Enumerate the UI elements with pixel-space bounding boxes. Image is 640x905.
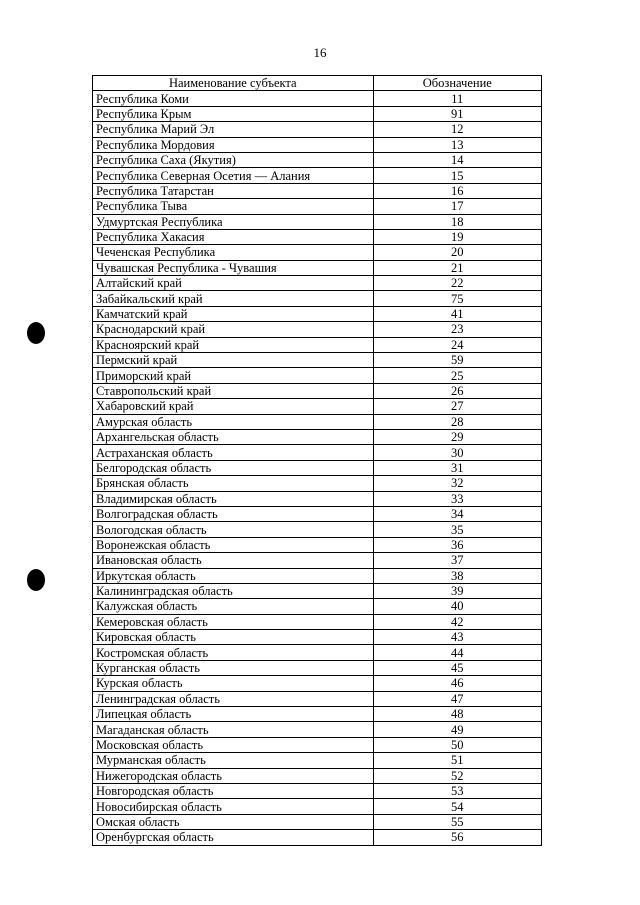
subject-name-cell: Московская область xyxy=(93,737,374,752)
subject-name-cell: Республика Крым xyxy=(93,106,374,121)
table-row xyxy=(93,676,542,691)
subject-code-cell: 23 xyxy=(373,322,541,337)
subject-code-cell: 26 xyxy=(373,383,541,398)
subject-name-cell: Новосибирская область xyxy=(93,799,374,814)
table-row xyxy=(93,460,542,475)
subject-name-cell: Республика Саха (Якутия) xyxy=(93,152,374,167)
table-row xyxy=(93,429,542,444)
subject-code-cell: 27 xyxy=(373,399,541,414)
subject-name-cell: Омская область xyxy=(93,814,374,829)
subject-code-cell: 50 xyxy=(373,737,541,752)
subject-name-cell: Липецкая область xyxy=(93,707,374,722)
subject-code-cell: 43 xyxy=(373,630,541,645)
subject-code-cell: 44 xyxy=(373,645,541,660)
table-body xyxy=(93,91,542,845)
table-row xyxy=(93,645,542,660)
subject-name-cell: Белгородская область xyxy=(93,460,374,475)
punch-hole-mark xyxy=(27,322,45,344)
subject-name-cell: Республика Северная Осетия — Алания xyxy=(93,168,374,183)
subject-code-cell: 11 xyxy=(373,91,541,106)
table-row xyxy=(93,306,542,321)
subject-name-cell: Забайкальский край xyxy=(93,291,374,306)
subject-code-cell: 38 xyxy=(373,568,541,583)
subject-code-cell: 91 xyxy=(373,106,541,121)
subject-code-cell: 40 xyxy=(373,599,541,614)
subject-name-cell: Пермский край xyxy=(93,353,374,368)
subject-name-cell: Республика Мордовия xyxy=(93,137,374,152)
subject-code-cell: 32 xyxy=(373,476,541,491)
subject-code-cell: 39 xyxy=(373,583,541,598)
subject-name-cell: Брянская область xyxy=(93,476,374,491)
subject-code-cell: 49 xyxy=(373,722,541,737)
subject-code-cell: 12 xyxy=(373,122,541,137)
table-row xyxy=(93,537,542,552)
table-row xyxy=(93,506,542,521)
table-row xyxy=(93,568,542,583)
subject-code-cell: 34 xyxy=(373,506,541,521)
table-row xyxy=(93,137,542,152)
subject-name-cell: Кемеровская область xyxy=(93,614,374,629)
subject-name-cell: Воронежская область xyxy=(93,537,374,552)
punch-hole-mark xyxy=(27,569,45,591)
subject-code-cell: 20 xyxy=(373,245,541,260)
table-row xyxy=(93,814,542,829)
subject-code-cell: 37 xyxy=(373,553,541,568)
subject-name-cell: Ивановская область xyxy=(93,553,374,568)
subject-code-cell: 55 xyxy=(373,814,541,829)
subject-code-cell: 56 xyxy=(373,830,541,845)
column-header-code: Обозначение xyxy=(373,76,541,91)
table-row xyxy=(93,168,542,183)
table-row xyxy=(93,599,542,614)
subject-name-cell: Астраханская область xyxy=(93,445,374,460)
table-row xyxy=(93,183,542,198)
subject-name-cell: Республика Марий Эл xyxy=(93,122,374,137)
subject-name-cell: Оренбургская область xyxy=(93,830,374,845)
subject-code-cell: 18 xyxy=(373,214,541,229)
table-row xyxy=(93,553,542,568)
subject-code-cell: 47 xyxy=(373,691,541,706)
subject-name-cell: Иркутская область xyxy=(93,568,374,583)
subject-code-cell: 42 xyxy=(373,614,541,629)
subject-code-cell: 75 xyxy=(373,291,541,306)
table-row xyxy=(93,691,542,706)
subject-name-cell: Удмуртская Республика xyxy=(93,214,374,229)
subject-name-cell: Алтайский край xyxy=(93,276,374,291)
subject-name-cell: Республика Тыва xyxy=(93,199,374,214)
subject-name-cell: Курская область xyxy=(93,676,374,691)
subject-code-cell: 21 xyxy=(373,260,541,275)
subject-name-cell: Камчатский край xyxy=(93,306,374,321)
table-row xyxy=(93,260,542,275)
subject-name-cell: Костромская область xyxy=(93,645,374,660)
table-row xyxy=(93,445,542,460)
table-row xyxy=(93,245,542,260)
column-header-name: Наименование субъекта xyxy=(93,76,374,91)
subject-code-cell: 29 xyxy=(373,429,541,444)
subject-code-cell: 53 xyxy=(373,783,541,798)
table-row xyxy=(93,414,542,429)
table-row xyxy=(93,399,542,414)
table-row xyxy=(93,322,542,337)
table-header xyxy=(93,76,542,91)
table-row xyxy=(93,522,542,537)
subject-name-cell: Калининградская область xyxy=(93,583,374,598)
subject-name-cell: Амурская область xyxy=(93,414,374,429)
subject-name-cell: Кировская область xyxy=(93,630,374,645)
table-row xyxy=(93,783,542,798)
subject-name-cell: Волгоградская область xyxy=(93,506,374,521)
subject-name-cell: Калужская область xyxy=(93,599,374,614)
subject-name-cell: Владимирская область xyxy=(93,491,374,506)
subject-code-cell: 15 xyxy=(373,168,541,183)
subject-name-cell: Хабаровский край xyxy=(93,399,374,414)
table-row xyxy=(93,152,542,167)
subject-code-cell: 45 xyxy=(373,660,541,675)
table-row xyxy=(93,106,542,121)
subject-code-cell: 16 xyxy=(373,183,541,198)
subject-code-cell: 13 xyxy=(373,137,541,152)
subject-name-cell: Новгородская область xyxy=(93,783,374,798)
table-row xyxy=(93,768,542,783)
subject-code-cell: 31 xyxy=(373,460,541,475)
subject-name-cell: Мурманская область xyxy=(93,753,374,768)
table-row xyxy=(93,707,542,722)
subject-code-cell: 51 xyxy=(373,753,541,768)
table-row xyxy=(93,368,542,383)
subject-code-cell: 30 xyxy=(373,445,541,460)
subject-name-cell: Республика Коми xyxy=(93,91,374,106)
subject-code-cell: 54 xyxy=(373,799,541,814)
subject-code-cell: 35 xyxy=(373,522,541,537)
subject-code-cell: 48 xyxy=(373,707,541,722)
subject-code-cell: 33 xyxy=(373,491,541,506)
subject-code-cell: 14 xyxy=(373,152,541,167)
subject-code-cell: 59 xyxy=(373,353,541,368)
subject-name-cell: Нижегородская область xyxy=(93,768,374,783)
table-row xyxy=(93,229,542,244)
table-row xyxy=(93,660,542,675)
subject-code-cell: 17 xyxy=(373,199,541,214)
table-row xyxy=(93,753,542,768)
subject-code-cell: 25 xyxy=(373,368,541,383)
subject-code-cell: 46 xyxy=(373,676,541,691)
subject-name-cell: Курганская область xyxy=(93,660,374,675)
table-row xyxy=(93,614,542,629)
table-row xyxy=(93,630,542,645)
subject-name-cell: Республика Татарстан xyxy=(93,183,374,198)
table-row xyxy=(93,122,542,137)
subject-name-cell: Чувашская Республика - Чувашия xyxy=(93,260,374,275)
subject-code-cell: 22 xyxy=(373,276,541,291)
subject-code-cell: 36 xyxy=(373,537,541,552)
subject-name-cell: Республика Хакасия xyxy=(93,229,374,244)
table-row xyxy=(93,91,542,106)
table-row xyxy=(93,491,542,506)
table-row xyxy=(93,276,542,291)
subject-code-cell: 19 xyxy=(373,229,541,244)
subject-name-cell: Архангельская область xyxy=(93,429,374,444)
table-row xyxy=(93,737,542,752)
subject-name-cell: Ленинградская область xyxy=(93,691,374,706)
subject-code-cell: 24 xyxy=(373,337,541,352)
subjects-table xyxy=(92,75,542,846)
table-row xyxy=(93,583,542,598)
table-row xyxy=(93,199,542,214)
table-row xyxy=(93,799,542,814)
subject-name-cell: Вологодская область xyxy=(93,522,374,537)
subject-name-cell: Чеченская Республика xyxy=(93,245,374,260)
subject-name-cell: Красноярский край xyxy=(93,337,374,352)
subject-code-cell: 52 xyxy=(373,768,541,783)
subject-code-cell: 41 xyxy=(373,306,541,321)
table-row xyxy=(93,476,542,491)
subject-name-cell: Ставропольский край xyxy=(93,383,374,398)
subject-name-cell: Приморский край xyxy=(93,368,374,383)
table-row xyxy=(93,383,542,398)
header-row xyxy=(93,76,542,91)
page-number: 16 xyxy=(313,45,327,60)
subject-code-cell: 28 xyxy=(373,414,541,429)
subject-name-cell: Краснодарский край xyxy=(93,322,374,337)
table-row xyxy=(93,722,542,737)
table-row xyxy=(93,291,542,306)
subject-name-cell: Магаданская область xyxy=(93,722,374,737)
table-row xyxy=(93,830,542,845)
table-row xyxy=(93,353,542,368)
table-row xyxy=(93,214,542,229)
table-row xyxy=(93,337,542,352)
